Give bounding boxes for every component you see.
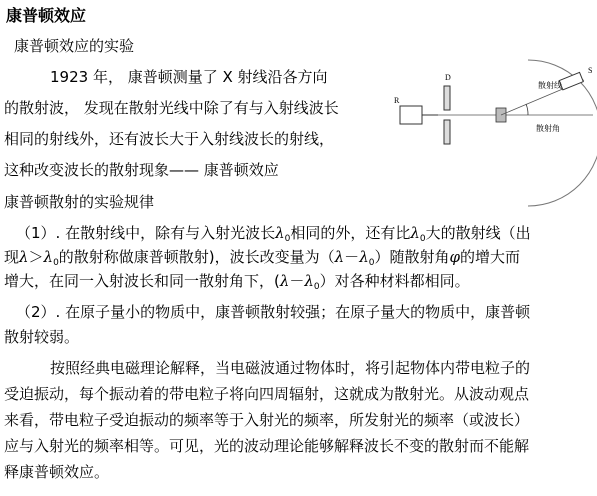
label-d: D bbox=[445, 73, 451, 82]
experiment-line-3: 相同的射线外，还有波长大于入射线波长的射线， bbox=[4, 130, 335, 148]
rule2-line-2: 散射较弱。 bbox=[4, 328, 80, 346]
rules-heading: 康普顿散射的实验规律 bbox=[4, 193, 155, 211]
explanation-line-2: 受迫振动，每个振动着的带电粒子将向四周辐射，这就成为散射光。从波动观点 bbox=[4, 385, 530, 403]
label-s: S bbox=[588, 66, 593, 75]
explanation-line-4: 应与入射光的频率相等。可见，光的波动理论能够解释波长不变的散射而不能解 bbox=[4, 437, 530, 455]
scattering-angle-arc bbox=[526, 104, 528, 115]
xray-source-box bbox=[400, 106, 422, 124]
rule2-line-1: （2）. 在原子量小的物质中，康普顿散射较强；在原子量大的物质中，康普顿 bbox=[16, 303, 531, 321]
experiment-heading: 康普顿效应的实验 bbox=[14, 37, 135, 55]
detector-s bbox=[559, 72, 583, 90]
explanation-line-3: 来看，带电粒子受迫振动的频率等于入射光的频率，所发射光的频率（或波长） bbox=[4, 411, 530, 429]
explanation-line-5: 释康普顿效应。 bbox=[4, 463, 110, 481]
experiment-line-2: 的散射波， 发现在散射光线中除了有与入射线波长 bbox=[4, 99, 339, 117]
explanation-line-1: 按照经典电磁理论解释，当电磁波通过物体时，将引起物体内带电粒子的 bbox=[50, 359, 531, 377]
page-title: 康普顿效应 bbox=[6, 6, 87, 25]
label-scattered-ray: 散射线 bbox=[538, 81, 562, 90]
compton-apparatus-diagram bbox=[388, 58, 597, 208]
experiment-line-1: 1923 年， 康普顿测量了 X 射线沿各方向 bbox=[50, 68, 328, 86]
rule1-line-3: 增大，在同一入射波长和同一散射角下，$(\lambda-\lambda_0)$对各种材料都相同。 bbox=[4, 272, 470, 292]
experiment-line-4: 这种改变波长的散射现象—— 康普顿效应 bbox=[4, 161, 279, 179]
diaphragm-top bbox=[444, 86, 450, 110]
diaphragm-bottom bbox=[444, 120, 450, 144]
label-r: R bbox=[394, 96, 400, 105]
rule1-line-2: 现$\lambda>\lambda_0$的散射称做康普顿散射)，波长改变量为$(\lambda-\lambda_0)$随散射角φ的增大而 bbox=[4, 248, 520, 268]
rule1-line-1: （1）. 在散射线中，除有与入射光波长$\lambda_0$相同的外，还有比$\lambda_0$大的散射线（出 bbox=[16, 224, 531, 244]
label-scattering-angle: 散射角 bbox=[536, 124, 560, 133]
